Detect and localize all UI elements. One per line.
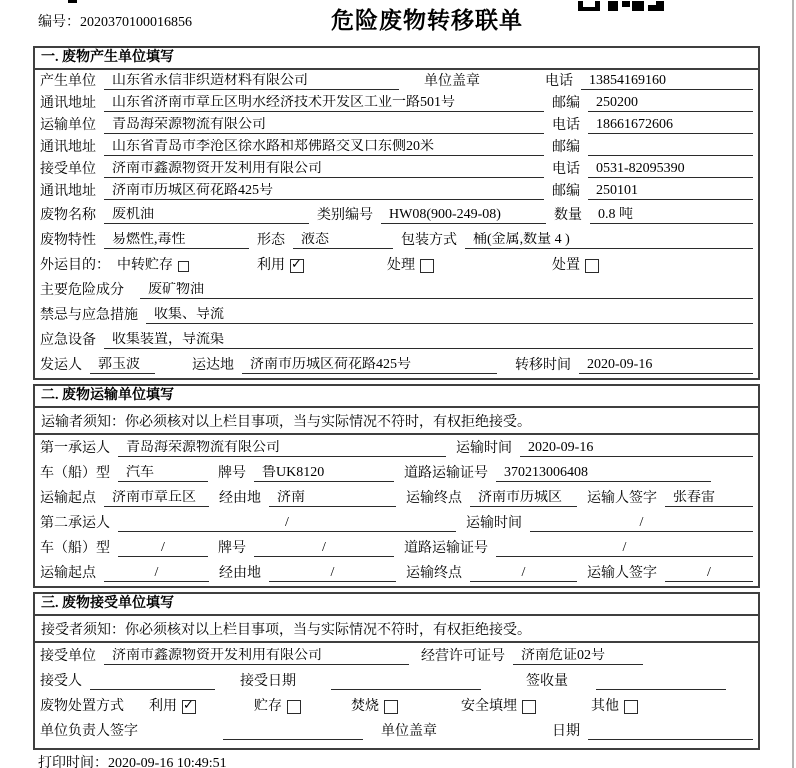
carrier1-label: 第一承运人 [40, 441, 110, 456]
terminus-label: 运输终点 [406, 566, 462, 581]
receiver-label: 接受单位 [40, 162, 96, 177]
equipment-value: 收集装置，导流渠 [104, 332, 753, 349]
transporter-address-row [35, 136, 758, 158]
receiver-unit-value: 济南市鑫源物资开发利用有限公司 [104, 648, 409, 665]
transport-time-label: 运输时间 [456, 441, 512, 456]
shipper-label: 发运人 [40, 358, 82, 373]
receive-person-row [35, 668, 758, 693]
responsible-sign-row [35, 718, 758, 743]
origin-label: 运输起点 [40, 491, 96, 506]
section-receiver [33, 592, 760, 750]
receive-date-value [331, 673, 481, 690]
postal-value: 250101 [588, 183, 753, 200]
terminus-value: 济南市历城区 [470, 490, 577, 507]
qr-code-fragment [578, 0, 664, 16]
receiver-row [35, 158, 758, 180]
category-value: HW08(900-249-08) [381, 207, 546, 224]
receiver-value: 济南市鑫源物资开发利用有限公司 [104, 161, 544, 178]
phone-value: 13854169160 [581, 73, 753, 90]
route1-row [35, 485, 758, 510]
waste-name-value: 废机油 [104, 207, 309, 224]
waste-character-row [35, 227, 758, 252]
postal-label: 邮编 [552, 96, 580, 111]
plate-value: 鲁UK8120 [254, 465, 394, 482]
checkbox-transfer-storage [178, 261, 189, 272]
phone-label: 电话 [552, 118, 580, 133]
disposal-option-utilize: 利用 ✓ [149, 699, 196, 715]
phone-value: 18661672606 [588, 117, 753, 134]
transport-time-label: 运输时间 [466, 516, 522, 531]
postal-value: 250200 [588, 95, 753, 112]
producer-value: 山东省永信非织造材料有限公司 [104, 73, 399, 90]
transfer-time-label: 转移时间 [515, 358, 571, 373]
date-label: 日期 [552, 724, 580, 739]
origin-value: 济南市章丘区 [104, 490, 209, 507]
origin-label: 运输起点 [40, 566, 96, 581]
transporter-label: 运输单位 [40, 118, 96, 133]
road-cert-value: 370213006408 [496, 465, 711, 482]
shipper-row [35, 352, 758, 377]
via-label: 经由地 [219, 491, 261, 506]
category-label: 类别编号 [317, 208, 373, 223]
section-producer [33, 46, 760, 380]
disposal-option-landfill: 安全填埋 [461, 699, 536, 715]
via-label: 经由地 [219, 566, 261, 581]
disposal-label: 废物处置方式 [40, 699, 124, 714]
carrier2-label: 第二承运人 [40, 516, 110, 531]
license-value: 济南危证02号 [513, 648, 643, 665]
sign-qty-value [596, 673, 726, 690]
receiver-unit-label: 接受单位 [40, 649, 96, 664]
checkbox-incinerate [384, 700, 398, 714]
section-transport-title: 二. 废物运输单位填写 [35, 386, 758, 408]
print-time [38, 752, 227, 768]
form-value: 液态 [293, 232, 393, 249]
destination-label: 运达地 [192, 358, 234, 373]
equipment-label: 应急设备 [40, 333, 96, 348]
phone-label: 电话 [545, 74, 573, 89]
unit-seal-label: 单位盖章 [424, 74, 480, 89]
transporter-row [35, 114, 758, 136]
checkbox-utilize [290, 259, 304, 273]
page-edge-line [792, 0, 794, 768]
unit-seal-label: 单位盖章 [381, 724, 437, 739]
producer-label: 产生单位 [40, 74, 96, 89]
carrier2-value: / [118, 515, 456, 532]
section-transport [33, 384, 760, 588]
transport-time-value: 2020-09-16 [520, 440, 753, 457]
via-value: 济南 [269, 490, 396, 507]
plate-label: 牌号 [218, 466, 246, 481]
disposal-option-other: 其他 [591, 699, 638, 715]
date-value [588, 723, 753, 740]
responsible-sign-label: 单位负责人签字 [40, 724, 138, 739]
form-label: 形态 [257, 233, 285, 248]
transporter-sign-label: 运输人签字 [587, 566, 657, 581]
phone-label: 电话 [552, 162, 580, 177]
purpose-option-transfer-storage: 中转贮存 [117, 258, 189, 274]
checkbox-landfill [522, 700, 536, 714]
producer-address-row [35, 92, 758, 114]
shipper-value: 郭玉波 [90, 357, 155, 374]
destination-value: 济南市历城区荷花路425号 [242, 357, 497, 374]
address-label: 通讯地址 [40, 96, 96, 111]
taboo-row [35, 302, 758, 327]
waste-name-row [35, 202, 758, 227]
carrier1-row [35, 435, 758, 460]
carrier1-value: 青岛海荣源物流有限公司 [118, 440, 446, 457]
packing-label: 包装方式 [401, 233, 457, 248]
address-value: 山东省青岛市李沧区徐水路和郑佛路交叉口东侧20米 [104, 139, 544, 156]
disposal-option-incinerate: 焚烧 [351, 699, 398, 715]
postal-label: 邮编 [552, 140, 580, 155]
address-label: 通讯地址 [40, 184, 96, 199]
transport-notice: 运输者须知：你必须核对以上栏目事项，当与实际情况不符时，有权拒绝接受。 [35, 408, 758, 435]
main-hazard-row [35, 277, 758, 302]
transporter-sign-label: 运输人签字 [587, 491, 657, 506]
vehicle-label: 车（船）型 [40, 541, 110, 556]
purpose-label: 外运目的： [40, 258, 110, 273]
plate-value: / [254, 540, 394, 557]
plate-label: 牌号 [218, 541, 246, 556]
checkbox-dispose [585, 259, 599, 273]
address-label: 通讯地址 [40, 140, 96, 155]
taboo-value: 收集、导流 [146, 307, 753, 324]
waste-name-label: 废物名称 [40, 208, 96, 223]
checkbox-other [624, 700, 638, 714]
route2-row [35, 560, 758, 585]
transfer-time-value: 2020-09-16 [579, 357, 753, 374]
quantity-value: 0.8 吨 [590, 207, 753, 224]
disposal-option-store: 贮存 [254, 699, 301, 715]
sign-qty-label: 签收量 [526, 674, 568, 689]
road-cert-value: / [496, 540, 753, 557]
disposal-row [35, 693, 758, 718]
print-time-label: 打印时间： [38, 756, 108, 768]
page-title: 危险废物转移联单 [331, 8, 523, 33]
road-cert-label: 道路运输证号 [404, 466, 488, 481]
receive-person-value [90, 673, 215, 690]
print-time-value: 2020-09-16 10:49:51 [108, 756, 227, 768]
postal-label: 邮编 [552, 184, 580, 199]
via-value: / [269, 565, 396, 582]
checkbox-treat [420, 259, 434, 273]
vehicle-value: / [118, 540, 208, 557]
character-value: 易燃性,毒性 [104, 232, 249, 249]
vehicle-value: 汽车 [118, 465, 208, 482]
main-hazard-label: 主要危险成分 [40, 283, 124, 298]
address-value: 山东省济南市章丘区明水经济技术开发区工业一路501号 [104, 95, 544, 112]
terminus-label: 运输终点 [406, 491, 462, 506]
purpose-row [35, 252, 758, 277]
section-producer-title: 一. 废物产生单位填写 [35, 48, 758, 70]
postal-value [588, 139, 753, 156]
serial-value: 2020370100016856 [80, 15, 192, 30]
producer-row [35, 70, 758, 92]
purpose-option-dispose: 处置 [552, 258, 599, 274]
receiver-unit-row [35, 643, 758, 668]
page-edge-artifact [68, 0, 77, 3]
address-value: 济南市历城区荷花路425号 [104, 183, 544, 200]
road-cert-label: 道路运输证号 [404, 541, 488, 556]
main-hazard-value: 废矿物油 [140, 282, 753, 299]
receive-date-label: 接受日期 [240, 674, 296, 689]
terminus-value: / [470, 565, 577, 582]
receive-person-label: 接受人 [40, 674, 82, 689]
vehicle-label: 车（船）型 [40, 466, 110, 481]
transporter-value: 青岛海荣源物流有限公司 [104, 117, 544, 134]
purpose-option-utilize: 利用 ✓ [257, 258, 304, 274]
receiver-address-row [35, 180, 758, 202]
transporter-sign-value: / [665, 565, 753, 582]
checkbox-store [287, 700, 301, 714]
phone-value: 0531-82095390 [588, 161, 753, 178]
transporter-sign-value: 张春雷 [665, 490, 753, 507]
taboo-label: 禁忌与应急措施 [40, 308, 138, 323]
section-receiver-title: 三. 废物接受单位填写 [35, 594, 758, 616]
responsible-sign-value [223, 723, 363, 740]
equipment-row [35, 327, 758, 352]
purpose-option-treat: 处理 [387, 258, 434, 274]
transport-time-value: / [530, 515, 753, 532]
license-label: 经营许可证号 [421, 649, 505, 664]
packing-value: 桶(金属,数量 4 ) [465, 232, 753, 249]
receiver-notice: 接受者须知：你必须核对以上栏目事项，当与实际情况不符时，有权拒绝接受。 [35, 616, 758, 643]
checkbox-utilize [182, 700, 196, 714]
character-label: 废物特性 [40, 233, 96, 248]
serial-number [38, 11, 192, 31]
carrier2-row [35, 510, 758, 535]
vehicle2-row [35, 535, 758, 560]
origin-value: / [104, 565, 209, 582]
vehicle1-row [35, 460, 758, 485]
quantity-label: 数量 [554, 208, 582, 223]
serial-label: 编号： [38, 15, 80, 30]
